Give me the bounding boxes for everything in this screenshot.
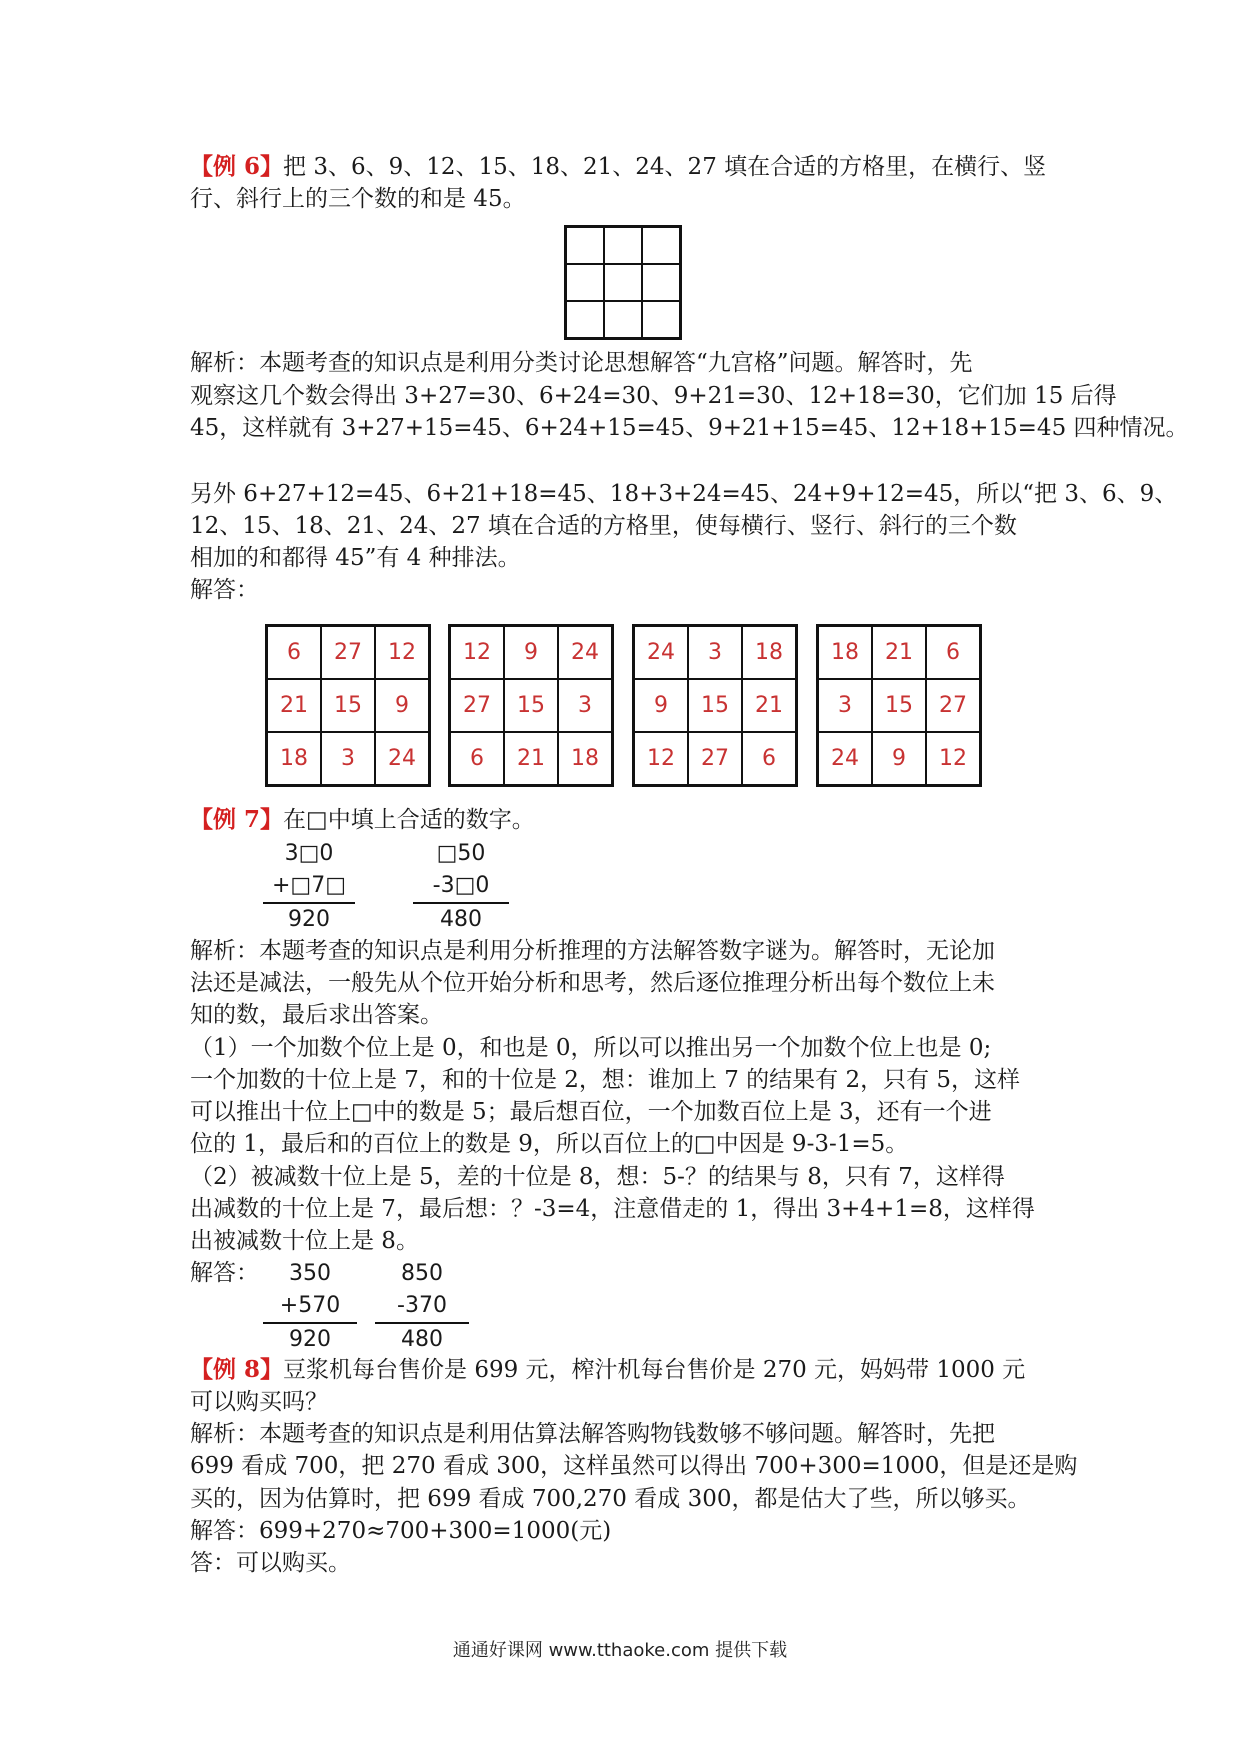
blank-cell (642, 227, 680, 264)
ex7-analysis-line-3: 知的数，最后求出答案。 (190, 1002, 443, 1028)
ex7-step1-line-4: 位的 1，最后和的百位上的数是 9，所以百位上的□中因是 9-3-1=5。 (190, 1131, 909, 1157)
ex6-analysis-line-2: 观察这几个数会得出 3+27=30、6+24=30、9+21=30、12+18=30，它们加 15 后得 (190, 383, 1117, 409)
square-cell: 12 (375, 626, 429, 679)
square-cell: 3 (818, 679, 872, 732)
magic-square-4 (816, 624, 982, 787)
square-cell: 24 (818, 732, 872, 785)
ex7-step2-line-2: 出减数的十位上是 7，最后想：？-3=4，注意借走的 1，得出 3+4+1=8，这样得 (190, 1196, 1035, 1222)
ex7-label: 【例 7】 (190, 806, 284, 833)
square-cell: 21 (267, 679, 321, 732)
magic-square-1 (265, 624, 431, 787)
ex6-analysis-line-5: 12、15、18、21、24、27 填在合适的方格里，使每横行、竖行、斜行的三个数 (190, 513, 1017, 539)
square-cell: 6 (742, 732, 796, 785)
square-cell: 6 (450, 732, 504, 785)
square-cell: 15 (872, 679, 926, 732)
ex8-question-line-1 (190, 1355, 1025, 1385)
ex7-step1-line-2: 一个加数的十位上是 7，和的十位是 2，想：谁加上 7 的结果有 2，只有 5，这样 (190, 1067, 1021, 1093)
square-cell: 9 (375, 679, 429, 732)
square-cell: 27 (450, 679, 504, 732)
magic-square-2 (448, 624, 614, 787)
ex6-question-line-1 (190, 152, 1046, 182)
square-cell: 9 (504, 626, 558, 679)
blank-cell (642, 301, 680, 338)
square-cell: 6 (926, 626, 980, 679)
ex7-answer-label: 解答： (190, 1260, 259, 1286)
square-cell: 3 (321, 732, 375, 785)
square-cell: 12 (634, 732, 688, 785)
ex6-analysis-line-4: 另外 6+27+12=45、6+21+18=45、18+3+24=45、24+9+12=45，所以“把 3、6、9、 (190, 481, 1178, 507)
square-cell: 24 (634, 626, 688, 679)
square-cell: 3 (688, 626, 742, 679)
square-cell: 21 (872, 626, 926, 679)
square-cell: 24 (558, 626, 612, 679)
answer-difference: 480 (375, 1322, 469, 1356)
square-cell: 27 (321, 626, 375, 679)
page-footer: 通通好课网 www.tthaoke.com 提供下载 (452, 1640, 788, 1661)
answer-addend-bottom: +570 (279, 1293, 341, 1318)
ex6-analysis-line-1: 解析：本题考查的知识点是利用分类讨论思想解答“九宫格”问题。解答时，先 (190, 350, 973, 376)
addend-bottom: +□7□ (271, 873, 346, 898)
square-cell: 12 (926, 732, 980, 785)
ex8-analysis-line-2: 699 看成 700，把 270 看成 300，这样虽然可以得出 700+300=1000，但是还是购 (190, 1453, 1078, 1479)
ex6-question-line-2: 行、斜行上的三个数的和是 45。 (190, 186, 526, 212)
square-cell: 21 (504, 732, 558, 785)
ex7-problem-addition (263, 838, 355, 936)
answer-minuend: 850 (401, 1261, 443, 1286)
ex6-label: 【例 6】 (190, 153, 284, 180)
square-cell: 18 (558, 732, 612, 785)
ex7-analysis-line-2: 法还是减法，一般先从个位开始分析和思考，然后逐位推理分析出每个数位上未 (190, 970, 995, 996)
ex7-question-text: 在□中填上合适的数字。 (283, 807, 535, 833)
square-cell: 27 (926, 679, 980, 732)
ex6-analysis-line-6: 相加的和都得 45”有 4 种排法。 (190, 545, 521, 571)
ex8-analysis-line-1: 解析：本题考查的知识点是利用估算法解答购物钱数够不够问题。解答时，先把 (190, 1421, 995, 1447)
ex7-problem-subtraction (413, 838, 509, 936)
ex6-question-text-1: 把 3、6、9、12、15、18、21、24、27 填在合适的方格里，在横行、竖 (283, 154, 1047, 180)
ex7-question-line (190, 805, 535, 835)
square-cell: 21 (742, 679, 796, 732)
answer-subtrahend: -370 (397, 1293, 447, 1318)
minuend: □50 (436, 841, 486, 866)
square-cell: 24 (375, 732, 429, 785)
square-cell: 27 (688, 732, 742, 785)
blank-cell (566, 301, 604, 338)
subtrahend: -3□0 (432, 873, 490, 898)
ex6-analysis-line-3: 45，这样就有 3+27+15=45、6+24+15=45、9+21+15=45、12+18+15=45 四种情况。 (190, 415, 1189, 441)
blank-cell (566, 227, 604, 264)
sum-result: 920 (263, 902, 355, 936)
ex6-answer-label: 解答： (190, 577, 259, 603)
blank-cell (604, 264, 642, 301)
ex8-question-text-1: 豆浆机每台售价是 699 元，榨汁机每台售价是 270 元，妈妈带 1000 元 (283, 1357, 1026, 1383)
blank-cell (566, 264, 604, 301)
ex7-step1-line-3: 可以推出十位上□中的数是 5；最后想百位，一个加数百位上是 3，还有一个进 (190, 1099, 992, 1125)
ex7-analysis-line-1: 解析：本题考查的知识点是利用分析推理的方法解答数字谜为。解答时，无论加 (190, 938, 995, 964)
ex8-question-line-2: 可以购买吗？ (190, 1389, 328, 1415)
square-cell: 15 (504, 679, 558, 732)
square-cell: 15 (321, 679, 375, 732)
blank-cell (642, 264, 680, 301)
answer-sum: 920 (263, 1322, 357, 1356)
ex7-answer-addition (263, 1258, 357, 1356)
ex7-step2-line-1: （2）被减数十位上是 5，差的十位是 8，想：5-？的结果与 8，只有 7，这样得 (190, 1164, 1005, 1190)
ex8-label: 【例 8】 (190, 1356, 284, 1383)
magic-square-3 (632, 624, 798, 787)
square-cell: 9 (634, 679, 688, 732)
square-cell: 18 (267, 732, 321, 785)
ex7-answer-subtraction (375, 1258, 469, 1356)
ex7-step2-line-3: 出被减数十位上是 8。 (190, 1228, 419, 1254)
answer-addend-top: 350 (289, 1261, 331, 1286)
square-cell: 18 (818, 626, 872, 679)
ex8-analysis-line-3: 买的，因为估算时，把 699 看成 700,270 看成 300，都是估大了些，所以够买。 (190, 1486, 1031, 1512)
square-cell: 9 (872, 732, 926, 785)
blank-cell (604, 301, 642, 338)
square-cell: 3 (558, 679, 612, 732)
square-cell: 6 (267, 626, 321, 679)
addend-top: 3□0 (284, 841, 334, 866)
ex8-calculation: 解答：699+270≈700+300=1000(元) (190, 1518, 612, 1544)
ex8-final-answer: 答：可以购买。 (190, 1550, 351, 1576)
difference-result: 480 (413, 902, 509, 936)
square-cell: 18 (742, 626, 796, 679)
square-cell: 12 (450, 626, 504, 679)
square-cell: 15 (688, 679, 742, 732)
ex7-step1-line-1: （1）一个加数个位上是 0，和也是 0，所以可以推出另一个加数个位上也是 0; (190, 1035, 992, 1061)
blank-magic-square (564, 225, 682, 340)
blank-cell (604, 227, 642, 264)
